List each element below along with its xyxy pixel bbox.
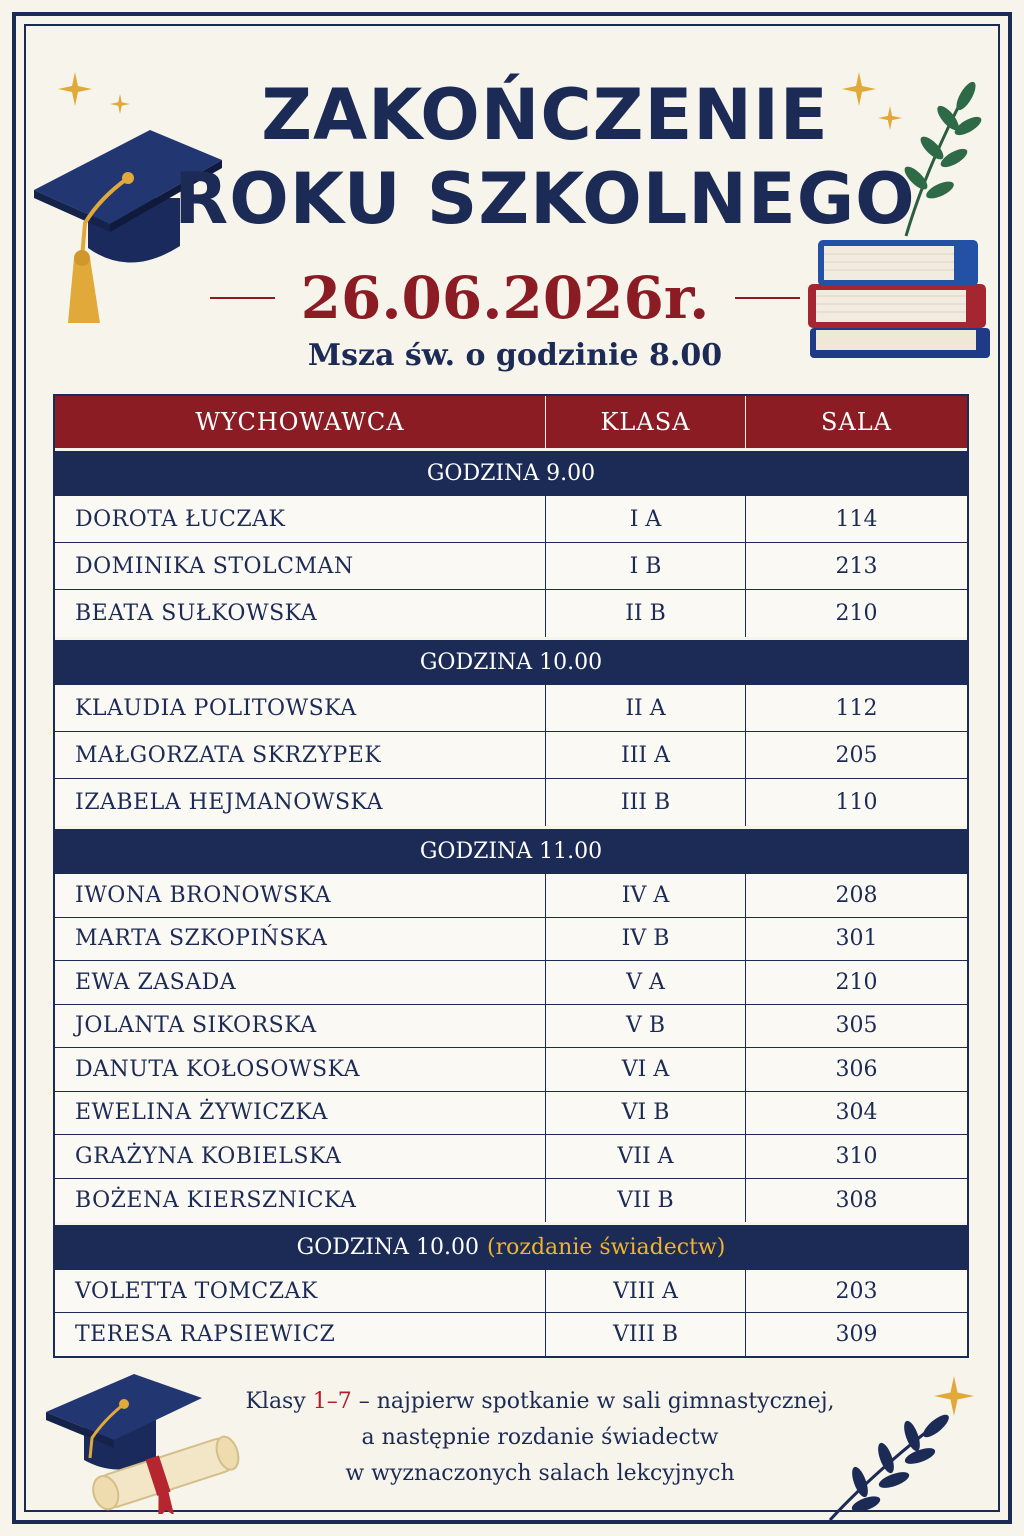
note-line-3: w wyznaczonych salach lekcyjnych [345,1461,735,1486]
teacher-cell: MAŁGORZATA SKRZYPEK [55,732,546,778]
note-line-1-rest: – najpierw spotkanie w sali gimnastycznej, [351,1389,835,1414]
table-row [55,1179,967,1223]
table-row [55,732,967,779]
teacher-cell: BEATA SUŁKOWSKA [55,590,546,637]
schedule-table [53,394,969,1358]
group-header [55,826,967,874]
group-label: GODZINA 10.00 [296,1235,480,1260]
note-prefix: Klasy [245,1389,313,1414]
teacher-cell: JOLANTA SIKORSKA [55,1005,546,1048]
event-date: 26.06.2026r. [300,264,710,332]
room-cell: 112 [835,695,878,721]
diploma-scroll-icon [82,1428,250,1514]
teacher-cell: BOŻENA KIERSZNICKA [55,1179,546,1223]
table-row [55,874,967,918]
note-line-2: a następnie rozdanie świadectw [361,1425,719,1450]
group-rows [55,874,967,1222]
room-cell: 208 [835,882,878,908]
teacher-cell: GRAŻYNA KOBIELSKA [55,1135,546,1178]
teacher-cell: DOMINIKA STOLCMAN [55,543,546,589]
date-row [210,262,800,334]
class-cell: IV A [546,874,746,917]
class-cell: VIII B [546,1313,746,1356]
table-row [55,779,967,826]
group-10-certificates [55,1222,967,1356]
room-cell: 301 [835,926,878,952]
table-row [55,1135,967,1179]
class-cell: II B [546,590,746,637]
group-header [55,1222,967,1270]
table-row [55,918,967,962]
table-row [55,590,967,637]
room-cell: 308 [835,1187,878,1213]
table-row [55,685,967,732]
teacher-cell: EWELINA ŻYWICZKA [55,1092,546,1135]
group-rows [55,496,967,637]
date-divider-right [735,297,800,299]
table-row [55,1313,967,1356]
class-cell: I A [546,496,746,542]
sparkle-icon [110,94,130,114]
sparkle-icon [58,72,92,106]
class-cell: III B [546,779,746,826]
title-line-2: ROKU SZKOLNEGO [174,158,916,240]
teacher-cell: TERESA RAPSIEWICZ [55,1313,546,1356]
teacher-cell: IWONA BRONOWSKA [55,874,546,917]
class-cell: VII B [546,1179,746,1223]
class-cell: VI B [546,1092,746,1135]
group-9 [55,448,967,637]
group-rows [55,1270,967,1356]
room-cell: 205 [835,742,878,768]
header-teacher: WYCHOWAWCA [55,396,546,448]
footer-note [240,1384,840,1492]
group-11 [55,826,967,1222]
group-header [55,448,967,496]
group-10 [55,637,967,826]
table-row [55,1005,967,1049]
header-class: KLASA [546,396,746,448]
table-row [55,496,967,543]
header-room: SALA [820,408,893,436]
group-rows [55,685,967,826]
room-cell: 305 [835,1013,878,1039]
leaf-branch-icon [824,1412,950,1524]
teacher-cell: DOROTA ŁUCZAK [55,496,546,542]
books-icon [804,218,994,366]
teacher-cell: EWA ZASADA [55,961,546,1004]
group-extra-note: (rozdanie świadectw) [487,1235,726,1260]
group-label: GODZINA 10.00 [419,650,603,675]
note-classes-range: 1–7 [312,1389,352,1414]
teacher-cell: IZABELA HEJMANOWSKA [55,779,546,826]
table-row [55,543,967,590]
note-line-1 [240,1384,840,1420]
class-cell: V A [546,961,746,1004]
table-row [55,961,967,1005]
room-cell: 310 [835,1143,878,1169]
class-cell: VIII A [546,1270,746,1312]
class-cell: IV B [546,918,746,961]
room-cell: 306 [835,1056,878,1082]
room-cell: 110 [835,790,878,815]
room-cell: 309 [835,1322,878,1347]
room-cell: 210 [835,969,878,995]
title-line-1: ZAKOŃCZENIE [261,74,829,156]
teacher-cell: DANUTA KOŁOSOWSKA [55,1048,546,1091]
class-cell: VI A [546,1048,746,1091]
class-cell: VII A [546,1135,746,1178]
table-row [55,1048,967,1092]
table-row [55,1092,967,1136]
mass-info: Msza św. o godzinie 8.00 [307,338,723,373]
sparkle-icon [934,1376,974,1416]
class-cell: V B [546,1005,746,1048]
table-header [55,396,967,448]
class-cell: II A [546,685,746,731]
room-cell: 114 [835,506,878,532]
room-cell: 304 [835,1100,878,1126]
class-cell: III A [546,732,746,778]
teacher-cell: VOLETTA TOMCZAK [55,1270,546,1312]
teacher-cell: KLAUDIA POLITOWSKA [55,685,546,731]
room-cell: 210 [835,601,878,626]
date-divider-left [210,297,275,299]
group-label: GODZINA 9.00 [426,461,596,486]
room-cell: 213 [835,553,878,579]
group-header [55,637,967,685]
room-cell: 203 [835,1278,878,1304]
group-label: GODZINA 11.00 [419,839,603,864]
class-cell: I B [546,543,746,589]
teacher-cell: MARTA SZKOPIŃSKA [55,918,546,961]
table-row [55,1270,967,1313]
